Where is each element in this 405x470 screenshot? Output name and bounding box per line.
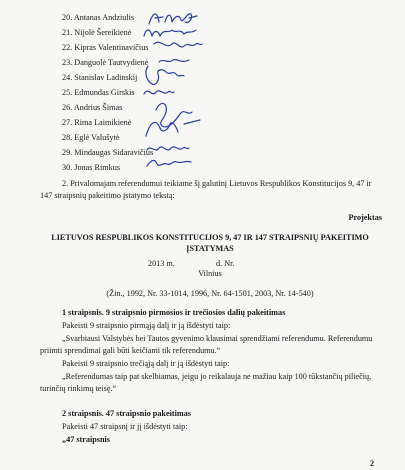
handwritten-signature <box>150 36 205 56</box>
article-2-heading: 2 straipsnis. 47 straipsnio pakeitimas <box>62 409 191 418</box>
signer-row: 29. Mindaugas Sidaravičius <box>62 148 154 157</box>
handwritten-signature <box>143 154 198 172</box>
date-year: 2013 m. <box>148 259 175 268</box>
intro-line-1: 2. Privalomajam referendumui teikiame šį galutinį Lietuvos Respublikos Konstitucijos 9, 47 ir <box>62 179 372 188</box>
date-number: d. Nr. <box>216 259 235 268</box>
signer-row: 21. Nijolė Šereikienė <box>62 28 132 37</box>
signer-row: 30. Jonas Rimkus <box>62 163 121 172</box>
projektas-label: Projektas <box>348 213 382 222</box>
handwritten-signature <box>140 114 180 142</box>
signer-row: 23. Danguolė Tautvydienė <box>62 58 149 67</box>
intro-line-2: 147 straipsnių pakeitimo įstatymo tekstą: <box>40 191 175 200</box>
signer-row: 26. Andrius Šimas <box>62 103 123 112</box>
city: Vilnius <box>198 269 222 278</box>
signer-row: 25. Edmundas Girskis <box>62 88 135 97</box>
citation: (Žin., 1992, Nr. 33-1014, 1996, Nr. 64-1501, 2003, Nr. 14-540) <box>106 289 314 298</box>
article-1-quote-1-line-1: „Svarbiausi Valstybės bei Tautos gyvenimo klausimai sprendžiami referendumu. Referendumu <box>62 334 373 343</box>
article-1-quote-2-line-2: turinčių rinkimų teisę.“ <box>40 384 117 393</box>
law-title-line-1: LIETUVOS RESPUBLIKOS KONSTITUCIJOS 9, 47 IR 147 STRAIPSNIŲ PAKEITIMO <box>51 233 369 242</box>
article-1-heading: 1 straipsnis. 9 straipsnio pirmosios ir trečiosios dalių pakeitimas <box>62 308 286 317</box>
signer-row: 27. Rima Laimikienė <box>62 118 132 127</box>
signer-row: 20. Antanas Andziulis <box>62 13 135 22</box>
signer-row: 24. Stanislav Ladinskij <box>62 73 138 82</box>
page-number: 2 <box>370 459 375 468</box>
signer-row: 22. Kipras Valentinavičius <box>62 43 149 52</box>
law-title-line-2: ĮSTATYMAS <box>186 244 234 253</box>
article-1-quote-1-line-2: priimti sprendimai gali būti keičiami tik referendumu.“ <box>40 346 221 355</box>
article-2-quote-start: „47 straipsnis <box>62 435 110 444</box>
article-1-quote-2-line-1: „Referendumas taip pat skelbiamas, jeigu jo reikalauja ne mažiau kaip 100 tūkstančių piliečių, <box>62 372 372 381</box>
article-1-paragraph: Pakeisti 9 straipsnio trečiąją dalį ir ją išdėstyti taip: <box>62 359 230 368</box>
article-1-paragraph: Pakeisti 9 straipsnio pirmąją dalį ir ją išdėstyti taip: <box>62 321 231 330</box>
signer-row: 28. Eglė Valušytė <box>62 133 120 142</box>
article-2-paragraph: Pakeisti 47 straipsnį ir jį išdėstyti taip: <box>62 422 188 431</box>
